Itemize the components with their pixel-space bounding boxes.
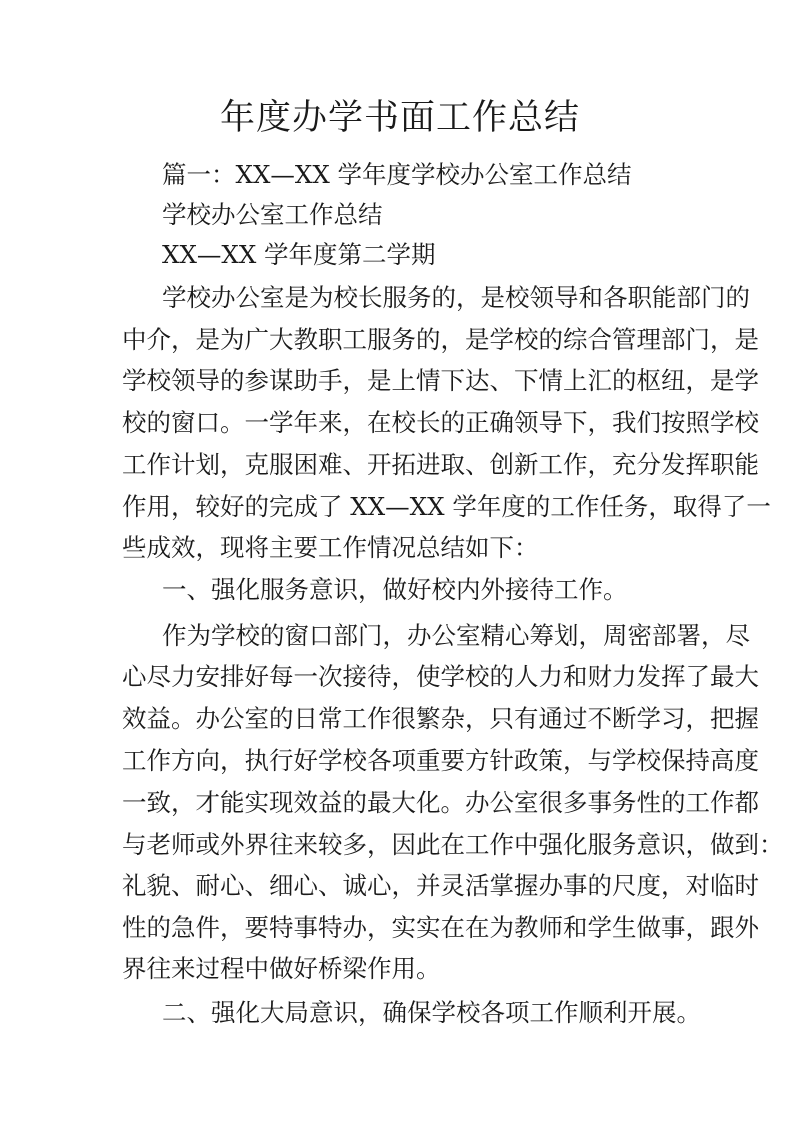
paragraph-line: 些成效，现将主要工作情况总结如下： bbox=[122, 533, 539, 562]
section-heading-2: 二、强化大局意识，确保学校各项工作顺利开展。 bbox=[162, 998, 701, 1027]
paragraph-line: 作用，较好的完成了 XX—XX 学年度的工作任务，取得了一 bbox=[122, 492, 771, 521]
heading-part-one: 篇一：XX—XX 学年度学校办公室工作总结 bbox=[162, 160, 632, 189]
paragraph-line: 与老师或外界往来较多，因此在工作中强化服务意识，做到： bbox=[122, 830, 784, 859]
heading-semester: XX—XX 学年度第二学期 bbox=[162, 240, 436, 269]
paragraph-line: 礼貌、耐心、细心、诚心，并灵活掌握办事的尺度，对临时 bbox=[122, 871, 759, 900]
section-heading-1: 一、强化服务意识，做好校内外接待工作。 bbox=[162, 575, 628, 604]
paragraph-line: 工作方向，执行好学校各项重要方针政策，与学校保持高度 bbox=[122, 746, 759, 775]
paragraph-line: 界往来过程中做好桥梁作用。 bbox=[122, 954, 441, 983]
paragraph-line: 工作计划，克服困难、开拓进取、创新工作，充分发挥职能 bbox=[122, 450, 759, 479]
paragraph-line: 中介，是为广大教职工服务的，是学校的综合管理部门，是 bbox=[122, 325, 759, 354]
paragraph-line: 心尽力安排好每一次接待，使学校的人力和财力发挥了最大 bbox=[122, 662, 759, 691]
paragraph-line: 学校办公室是为校长服务的，是校领导和各职能部门的 bbox=[162, 283, 750, 312]
paragraph-line: 性的急件，要特事特办，实实在在为教师和学生做事，跟外 bbox=[122, 913, 759, 942]
paragraph-line: 作为学校的窗口部门，办公室精心筹划，周密部署，尽 bbox=[162, 621, 750, 650]
document-title: 年度办学书面工作总结 bbox=[219, 98, 580, 138]
paragraph-line: 一致，才能实现效益的最大化。办公室很多事务性的工作都 bbox=[122, 788, 759, 817]
paragraph-line: 校的窗口。一学年来，在校长的正确领导下，我们按照学校 bbox=[122, 408, 759, 437]
heading-office-summary: 学校办公室工作总结 bbox=[162, 200, 383, 229]
paragraph-line: 效益。办公室的日常工作很繁杂，只有通过不断学习，把握 bbox=[122, 704, 759, 733]
paragraph-line: 学校领导的参谋助手，是上情下达、下情上汇的枢纽，是学 bbox=[122, 366, 759, 395]
